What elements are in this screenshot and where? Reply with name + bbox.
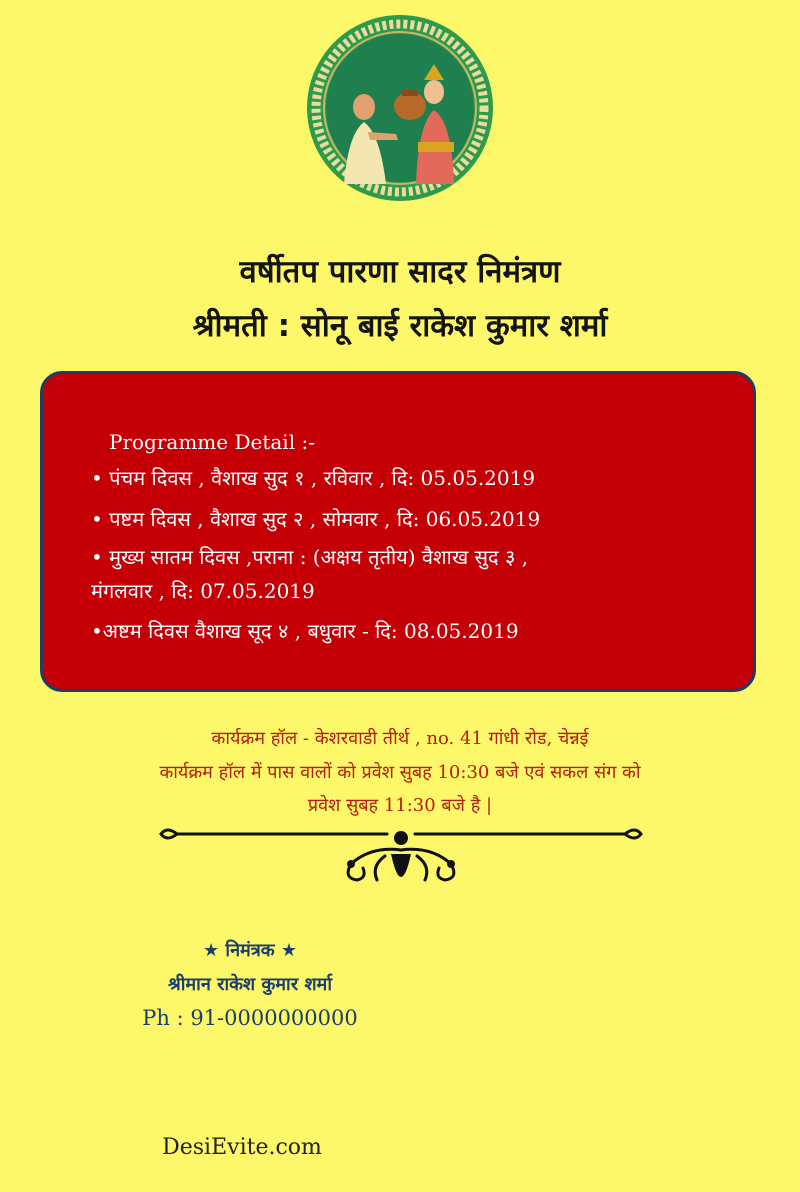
venue-address: कार्यक्रम हॉल - केशरवाडी तीर्थ , no. 41 गांधी रोड, चेन्नई <box>211 728 589 749</box>
host-phone: Ph : 91-0000000000 <box>142 1006 358 1030</box>
host-heading: ★ निमंत्रक ★ <box>203 940 297 961</box>
programme-detail-box <box>40 371 756 692</box>
invitation-title: वर्षीतप पारणा सादर निमंत्रण <box>239 254 561 290</box>
ornamental-divider-icon <box>155 820 647 902</box>
programme-line: मंगलवार , दि: 07.05.2019 <box>91 579 315 603</box>
programme-line: • मुख्य सातम दिवस ,पराना : (अक्षय तृतीय) वैशाख सुद ३ , <box>91 545 529 569</box>
entry-timing-line: कार्यक्रम हॉल में पास वालों को प्रवेश सुबह 10:30 बजे एवं सकल संग को <box>159 762 641 783</box>
programme-line: • पंचम दिवस , वैशाख सुद १ , रविवार , दि: 05.05.2019 <box>91 466 536 490</box>
programme-line: •अष्टम दिवस वैशाख सूद ४ , बधुवार - दि: 08.05.2019 <box>91 619 519 643</box>
entry-timing-line: प्रवेश सुबह 11:30 बजे है | <box>307 795 493 816</box>
programme-line: • पष्टम दिवस , वैशाख सुद २ , सोमवार , दि: 06.05.2019 <box>91 507 541 531</box>
host-name: श्रीमान राकेश कुमार शर्मा <box>168 974 332 995</box>
programme-heading: Programme Detail :- <box>109 430 315 454</box>
honoree-name: श्रीमती : सोनू बाई राकेश कुमार शर्मा <box>192 308 608 344</box>
brand-watermark: DesiEvite.com <box>162 1135 322 1160</box>
religious-emblem-image <box>306 14 494 202</box>
